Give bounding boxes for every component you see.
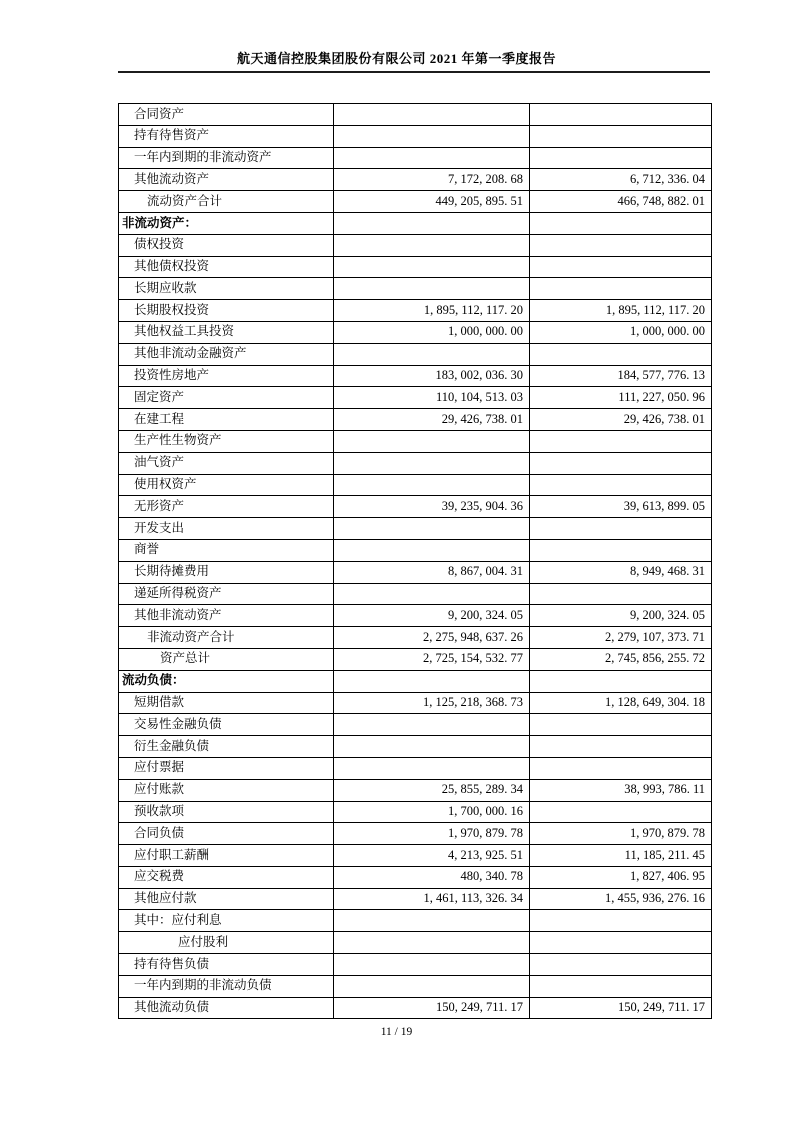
item-label-cell: 其他权益工具投资 bbox=[119, 321, 334, 343]
table-row bbox=[119, 169, 712, 191]
value-prior-cell bbox=[530, 147, 712, 169]
value-current-cell bbox=[334, 278, 530, 300]
item-label-cell: 非流动资产合计 bbox=[119, 627, 334, 649]
value-current-cell: 2, 725, 154, 532. 77 bbox=[334, 648, 530, 670]
table-row bbox=[119, 387, 712, 409]
item-label-cell: 其他非流动金融资产 bbox=[119, 343, 334, 365]
value-prior-cell: 9, 200, 324. 05 bbox=[530, 605, 712, 627]
value-prior-cell bbox=[530, 954, 712, 976]
value-current-cell: 1, 895, 112, 117. 20 bbox=[334, 300, 530, 322]
item-label-cell: 合同资产 bbox=[119, 104, 334, 126]
value-current-cell: 110, 104, 513. 03 bbox=[334, 387, 530, 409]
item-label-cell: 长期待摊费用 bbox=[119, 561, 334, 583]
item-label-cell: 其他应付款 bbox=[119, 888, 334, 910]
value-prior-cell: 1, 895, 112, 117. 20 bbox=[530, 300, 712, 322]
value-current-cell: 4, 213, 925. 51 bbox=[334, 845, 530, 867]
table-row bbox=[119, 975, 712, 997]
value-prior-cell bbox=[530, 714, 712, 736]
table-row bbox=[119, 670, 712, 692]
table-row bbox=[119, 409, 712, 431]
table-row bbox=[119, 104, 712, 126]
table-row bbox=[119, 125, 712, 147]
table-row bbox=[119, 866, 712, 888]
table-row bbox=[119, 801, 712, 823]
value-prior-cell bbox=[530, 975, 712, 997]
table-row bbox=[119, 910, 712, 932]
value-current-cell bbox=[334, 343, 530, 365]
item-label-cell: 持有待售资产 bbox=[119, 125, 334, 147]
value-prior-cell: 38, 993, 786. 11 bbox=[530, 779, 712, 801]
value-prior-cell bbox=[530, 256, 712, 278]
table-row bbox=[119, 365, 712, 387]
value-prior-cell bbox=[530, 104, 712, 126]
table-row bbox=[119, 321, 712, 343]
table-row bbox=[119, 561, 712, 583]
item-label-cell: 油气资产 bbox=[119, 452, 334, 474]
value-prior-cell: 29, 426, 738. 01 bbox=[530, 409, 712, 431]
value-prior-cell bbox=[530, 583, 712, 605]
value-current-cell bbox=[334, 910, 530, 932]
value-current-cell: 1, 700, 000. 16 bbox=[334, 801, 530, 823]
table-row bbox=[119, 845, 712, 867]
value-prior-cell bbox=[530, 212, 712, 234]
value-prior-cell bbox=[530, 932, 712, 954]
value-prior-cell: 2, 745, 856, 255. 72 bbox=[530, 648, 712, 670]
item-label-cell: 在建工程 bbox=[119, 409, 334, 431]
table-row bbox=[119, 757, 712, 779]
value-current-cell bbox=[334, 125, 530, 147]
value-current-cell: 2, 275, 948, 637. 26 bbox=[334, 627, 530, 649]
value-current-cell bbox=[334, 757, 530, 779]
value-prior-cell bbox=[530, 234, 712, 256]
value-current-cell bbox=[334, 954, 530, 976]
item-label-cell: 资产总计 bbox=[119, 648, 334, 670]
item-label-cell: 其中：应付利息 bbox=[119, 910, 334, 932]
value-prior-cell: 2, 279, 107, 373. 71 bbox=[530, 627, 712, 649]
value-prior-cell: 111, 227, 050. 96 bbox=[530, 387, 712, 409]
item-label-cell: 使用权资产 bbox=[119, 474, 334, 496]
table-row bbox=[119, 583, 712, 605]
value-current-cell bbox=[334, 736, 530, 758]
value-prior-cell: 11, 185, 211. 45 bbox=[530, 845, 712, 867]
value-current-cell bbox=[334, 104, 530, 126]
value-prior-cell bbox=[530, 518, 712, 540]
value-current-cell bbox=[334, 714, 530, 736]
value-current-cell: 449, 205, 895. 51 bbox=[334, 191, 530, 213]
table-row bbox=[119, 430, 712, 452]
table-row bbox=[119, 234, 712, 256]
value-prior-cell: 150, 249, 711. 17 bbox=[530, 997, 712, 1019]
value-prior-cell: 1, 455, 936, 276. 16 bbox=[530, 888, 712, 910]
table-row bbox=[119, 997, 712, 1019]
value-prior-cell: 8, 949, 468. 31 bbox=[530, 561, 712, 583]
value-prior-cell bbox=[530, 278, 712, 300]
table-row bbox=[119, 256, 712, 278]
header-divider-line bbox=[118, 71, 710, 73]
item-label-cell: 交易性金融负债 bbox=[119, 714, 334, 736]
item-label-cell: 长期应收款 bbox=[119, 278, 334, 300]
value-current-cell: 8, 867, 004. 31 bbox=[334, 561, 530, 583]
item-label-cell: 无形资产 bbox=[119, 496, 334, 518]
value-prior-cell bbox=[530, 736, 712, 758]
value-prior-cell bbox=[530, 670, 712, 692]
value-current-cell: 1, 000, 000. 00 bbox=[334, 321, 530, 343]
item-label-cell: 其他流动负债 bbox=[119, 997, 334, 1019]
value-current-cell: 1, 970, 879. 78 bbox=[334, 823, 530, 845]
balance-sheet-table bbox=[118, 103, 712, 1019]
item-label-cell: 应交税费 bbox=[119, 866, 334, 888]
table-row bbox=[119, 343, 712, 365]
item-label-cell: 长期股权投资 bbox=[119, 300, 334, 322]
value-current-cell bbox=[334, 430, 530, 452]
report-title: 航天通信控股集团股份有限公司 2021 年第一季度报告 bbox=[236, 51, 556, 66]
value-prior-cell bbox=[530, 125, 712, 147]
item-label-cell: 预收款项 bbox=[119, 801, 334, 823]
value-prior-cell bbox=[530, 801, 712, 823]
value-current-cell bbox=[334, 256, 530, 278]
value-current-cell bbox=[334, 670, 530, 692]
value-prior-cell: 1, 128, 649, 304. 18 bbox=[530, 692, 712, 714]
value-current-cell bbox=[334, 932, 530, 954]
value-prior-cell: 466, 748, 882. 01 bbox=[530, 191, 712, 213]
item-label-cell: 生产性生物资产 bbox=[119, 430, 334, 452]
value-prior-cell bbox=[530, 757, 712, 779]
value-current-cell bbox=[334, 212, 530, 234]
value-current-cell: 7, 172, 208. 68 bbox=[334, 169, 530, 191]
table-row bbox=[119, 147, 712, 169]
value-current-cell bbox=[334, 975, 530, 997]
value-current-cell bbox=[334, 539, 530, 561]
table-row bbox=[119, 539, 712, 561]
value-prior-cell bbox=[530, 430, 712, 452]
table-row bbox=[119, 300, 712, 322]
item-label-cell: 应付票据 bbox=[119, 757, 334, 779]
item-label-cell: 其他债权投资 bbox=[119, 256, 334, 278]
value-current-cell: 150, 249, 711. 17 bbox=[334, 997, 530, 1019]
table-row bbox=[119, 779, 712, 801]
table-row bbox=[119, 627, 712, 649]
item-label-cell: 应付股利 bbox=[119, 932, 334, 954]
table-row bbox=[119, 474, 712, 496]
value-current-cell bbox=[334, 583, 530, 605]
table-row bbox=[119, 278, 712, 300]
item-label-cell: 流动负债： bbox=[119, 670, 334, 692]
item-label-cell: 其他非流动资产 bbox=[119, 605, 334, 627]
table-row bbox=[119, 736, 712, 758]
item-label-cell: 投资性房地产 bbox=[119, 365, 334, 387]
table-row bbox=[119, 823, 712, 845]
value-prior-cell: 6, 712, 336. 04 bbox=[530, 169, 712, 191]
item-label-cell: 衍生金融负债 bbox=[119, 736, 334, 758]
table-row bbox=[119, 714, 712, 736]
value-prior-cell: 39, 613, 899. 05 bbox=[530, 496, 712, 518]
item-label-cell: 一年内到期的非流动资产 bbox=[119, 147, 334, 169]
item-label-cell: 递延所得税资产 bbox=[119, 583, 334, 605]
value-current-cell bbox=[334, 452, 530, 474]
value-prior-cell: 184, 577, 776. 13 bbox=[530, 365, 712, 387]
item-label-cell: 应付职工薪酬 bbox=[119, 845, 334, 867]
value-current-cell: 29, 426, 738. 01 bbox=[334, 409, 530, 431]
value-current-cell bbox=[334, 234, 530, 256]
table-row bbox=[119, 692, 712, 714]
value-current-cell: 1, 461, 113, 326. 34 bbox=[334, 888, 530, 910]
value-current-cell bbox=[334, 147, 530, 169]
value-current-cell bbox=[334, 518, 530, 540]
item-label-cell: 固定资产 bbox=[119, 387, 334, 409]
table-row bbox=[119, 212, 712, 234]
value-current-cell: 39, 235, 904. 36 bbox=[334, 496, 530, 518]
table-row bbox=[119, 496, 712, 518]
item-label-cell: 合同负债 bbox=[119, 823, 334, 845]
value-prior-cell bbox=[530, 910, 712, 932]
item-label-cell: 一年内到期的非流动负债 bbox=[119, 975, 334, 997]
table-row bbox=[119, 648, 712, 670]
value-prior-cell: 1, 000, 000. 00 bbox=[530, 321, 712, 343]
value-current-cell bbox=[334, 474, 530, 496]
table-row bbox=[119, 888, 712, 910]
value-prior-cell: 1, 827, 406. 95 bbox=[530, 866, 712, 888]
value-prior-cell: 1, 970, 879. 78 bbox=[530, 823, 712, 845]
page-number: 11 / 19 bbox=[380, 1026, 413, 1038]
table-row bbox=[119, 191, 712, 213]
item-label-cell: 流动资产合计 bbox=[119, 191, 334, 213]
item-label-cell: 商誉 bbox=[119, 539, 334, 561]
item-label-cell: 非流动资产： bbox=[119, 212, 334, 234]
table-row bbox=[119, 605, 712, 627]
value-prior-cell bbox=[530, 343, 712, 365]
value-current-cell: 480, 340. 78 bbox=[334, 866, 530, 888]
value-current-cell: 9, 200, 324. 05 bbox=[334, 605, 530, 627]
item-label-cell: 开发支出 bbox=[119, 518, 334, 540]
table-row bbox=[119, 452, 712, 474]
value-current-cell: 183, 002, 036. 30 bbox=[334, 365, 530, 387]
item-label-cell: 持有待售负债 bbox=[119, 954, 334, 976]
value-current-cell: 25, 855, 289. 34 bbox=[334, 779, 530, 801]
value-prior-cell bbox=[530, 452, 712, 474]
value-prior-cell bbox=[530, 539, 712, 561]
item-label-cell: 应付账款 bbox=[119, 779, 334, 801]
table-row bbox=[119, 932, 712, 954]
item-label-cell: 其他流动资产 bbox=[119, 169, 334, 191]
item-label-cell: 债权投资 bbox=[119, 234, 334, 256]
item-label-cell: 短期借款 bbox=[119, 692, 334, 714]
table-row bbox=[119, 954, 712, 976]
value-prior-cell bbox=[530, 474, 712, 496]
table-row bbox=[119, 518, 712, 540]
value-current-cell: 1, 125, 218, 368. 73 bbox=[334, 692, 530, 714]
